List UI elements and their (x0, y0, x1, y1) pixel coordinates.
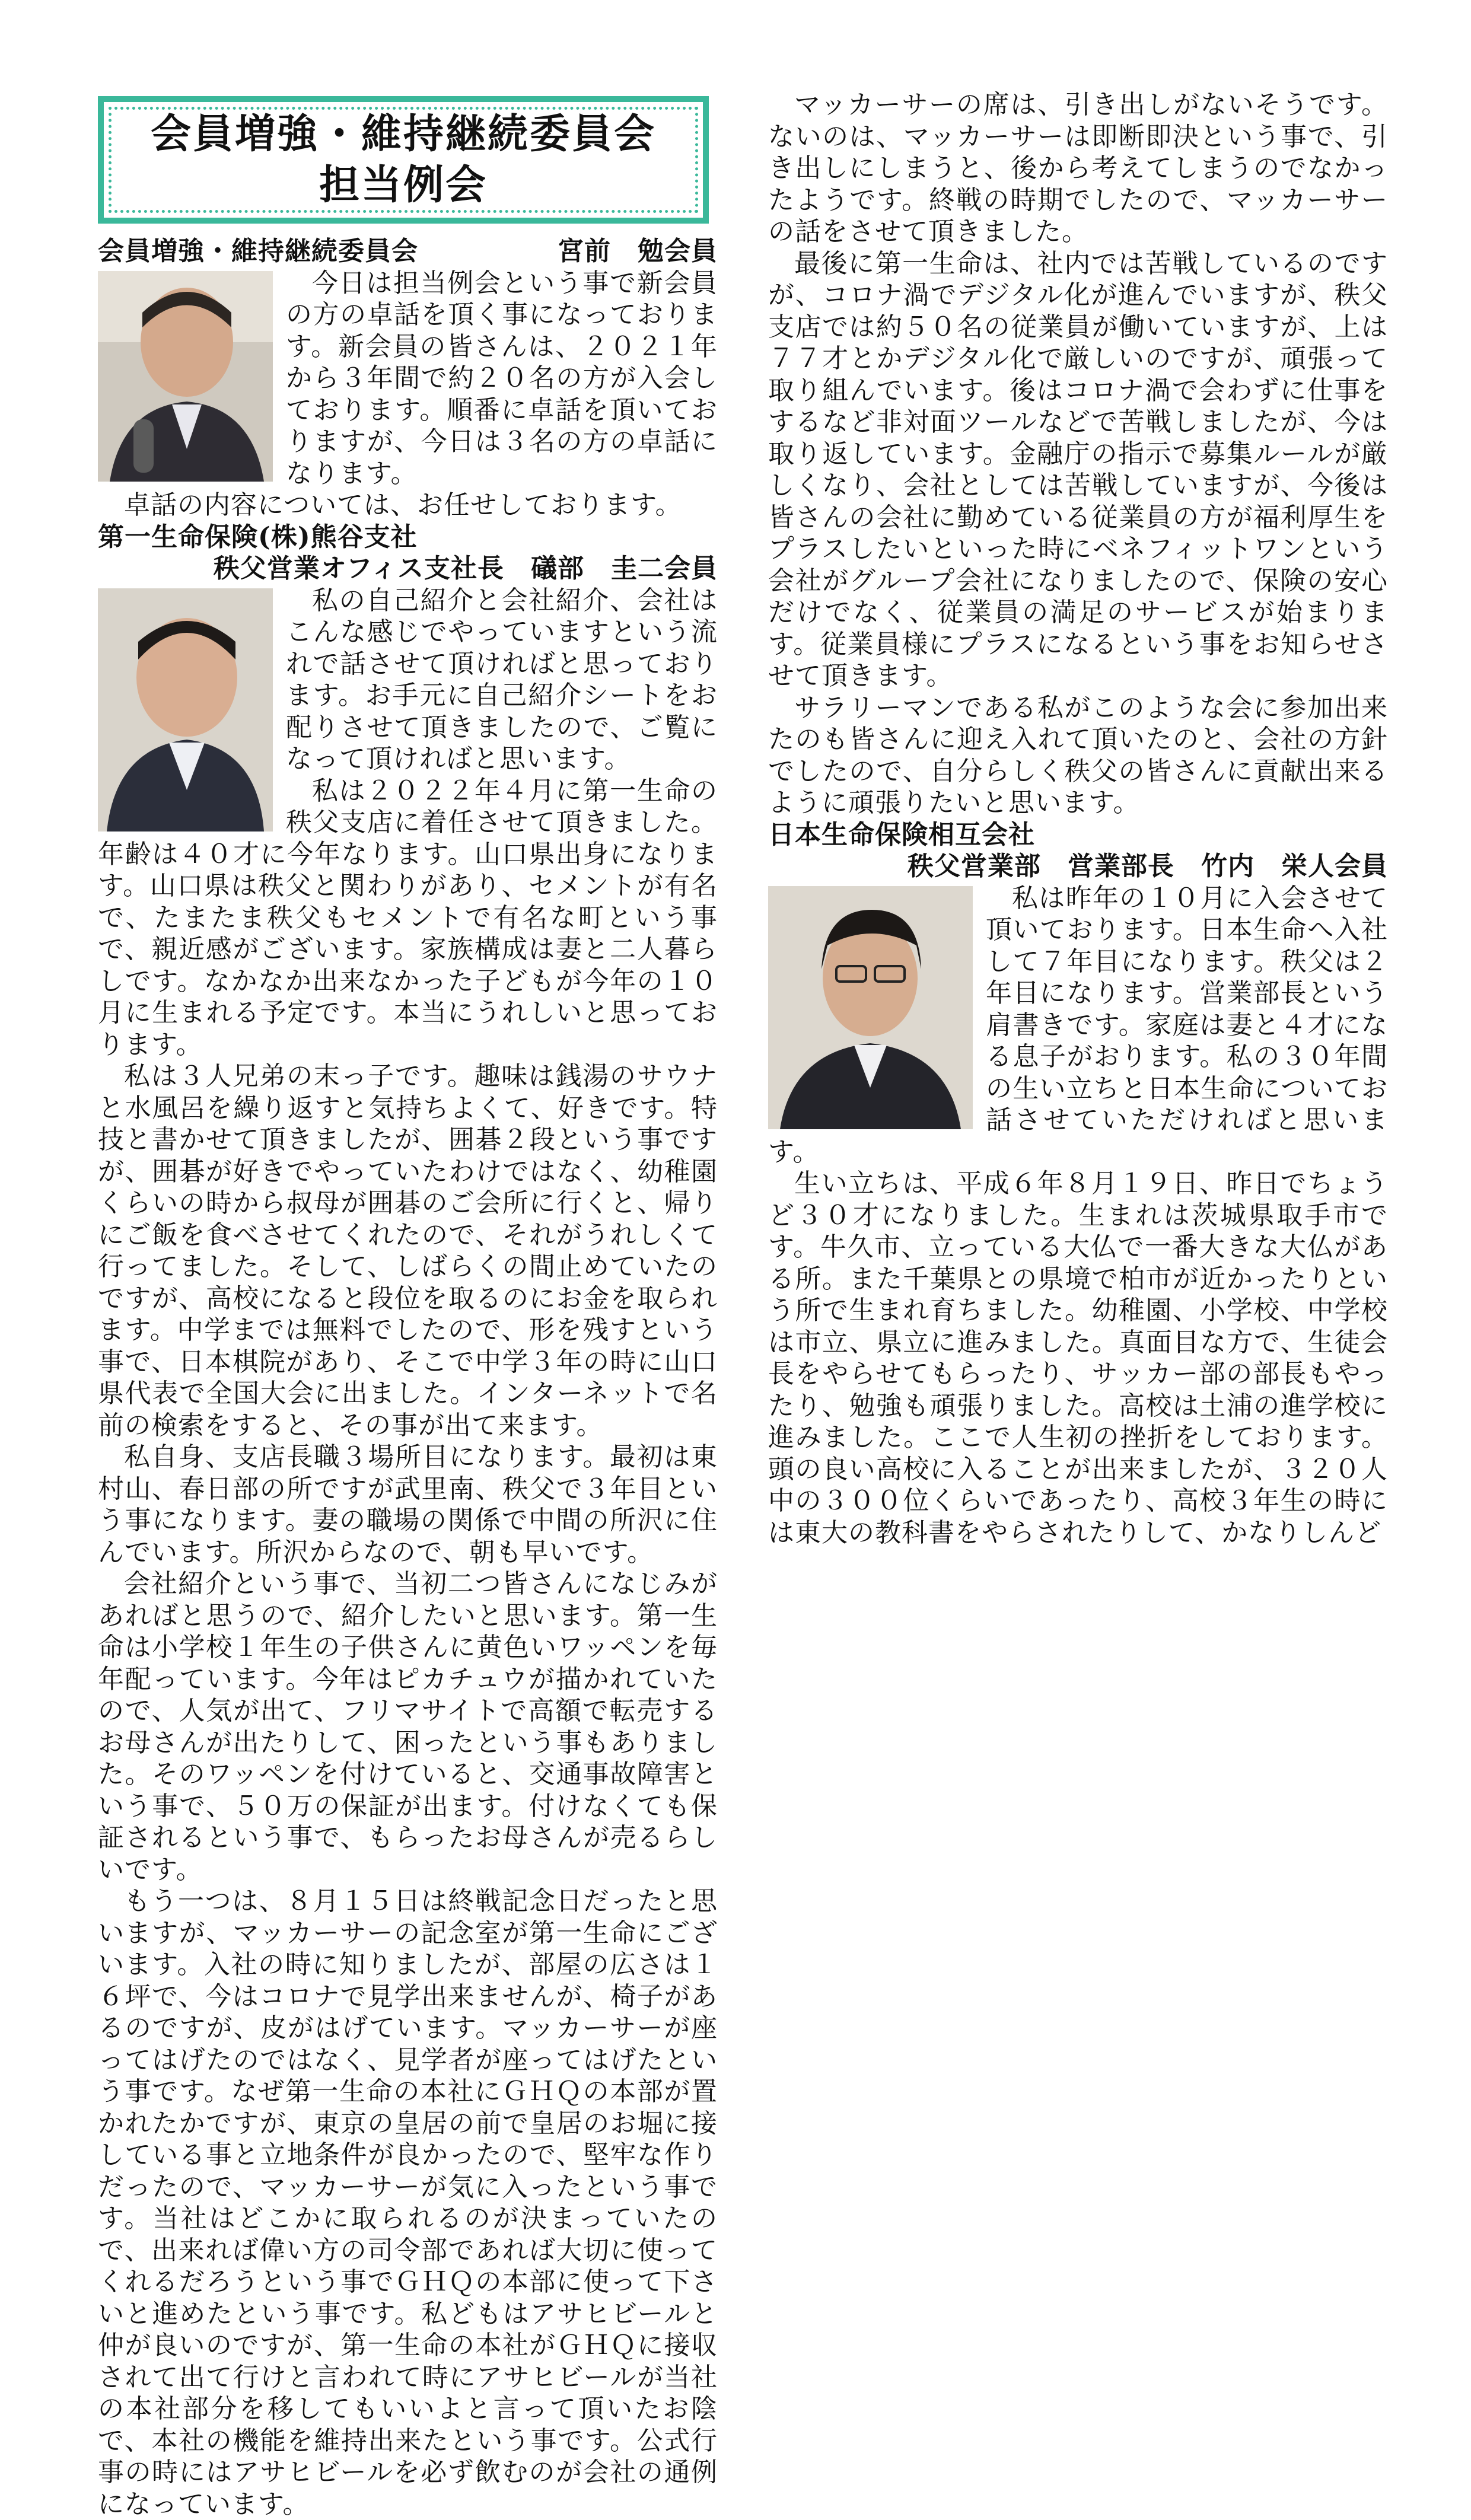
right-column (768, 89, 1388, 2046)
speaker3-org: 日本生命保険相互会社 (768, 819, 1035, 850)
speaker2-paragraph: 会社紹介という事で、当初二つ皆さんになじみがあればと思うので、紹介したいと思います。第一生命は小学校１年生の子供さんに黄色いワッペンを毎年配っています。今年はピカチュウが描かれていたので、人気が出て、フリマサイトで高額で転売するお母さんが出たりして、困ったという事もありました。そのワッペンを付けていると、交通事故障害という事で、５０万の保証が出ます。付けなくても保証されるという事で、もらったお母さんが売るらしいです。 (98, 1569, 718, 1885)
title-inner-border (109, 107, 698, 213)
speaker1-paragraph: 今日は担当例会という事で新会員の方の卓話を頂く事になっております。新会員の皆さんは、２０２１年から３年間で約２０名の方が入会しております。順番に卓話を頂いておりますが、今日は３名の方の卓話になります。 (286, 267, 718, 489)
speaker1-paragraph: 卓話の内容については、お任せしております。 (124, 490, 682, 520)
speaker2-paragraph: マッカーサーの席は、引き出しがないそうです。ないのは、マッカーサーは即断即決という事で、引き出しにしまうと、後から考えてしまうのでなかったようです。終戦の時期でしたので、マッカーサーの話をさせて頂きました。 (768, 90, 1388, 247)
title-box (98, 96, 709, 224)
speaker2-org: 第一生命保険(株)熊谷支社 (98, 521, 418, 552)
speaker2-paragraph: 私は３人兄弟の末っ子です。趣味は銭湯のサウナと水風呂を繰り返すと気持ちよくて、好きです。特技と書かせて頂きましたが、囲碁２段という事ですが、囲碁が好きでやっていたわけではなく、幼稚園くらいの時から叔母が囲碁のご会所に行くと、帰りにご飯を食べさせてくれたので、それがうれしくて行ってました。そして、しばらくの間止めていたのですが、高校になると段位を取るのにお金を取られます。中学までは無料でしたので、形を残すという事で、日本棋院があり、そこで中学３年の時に山口県代表で全国大会に出ました。インターネットで名前の検索をすると、その事が出て来ます。 (98, 1061, 718, 1441)
speaker3-title-name: 秩父営業部 営業部長 竹内 栄人会員 (908, 851, 1388, 881)
speaker1-name: 宮前 勉会員 (558, 236, 718, 266)
speaker2-paragraph: もう一つは、８月１５日は終戦記念日だったと思いますが、マッカーサーの記念室が第一生命にございます。入社の時に知りましたが、部屋の広さは１６坪で、今はコロナで見学出来ませんが、椅子があるのですが、皮がはげています。マッカーサーが座ってはげたのではなく、見学者が座ってはげたという事です。なぜ第一生命の本社にＧＨＱの本部が置かれたかですが、東京の皇居の前で皇居のお堀に接している事と立地条件が良かったので、堅牢な作りだったので、マッカーサーが気に入ったという事です。当社はどこかに取られるのが決まっていたので、出来れば偉い方の司令部であれば大切に使ってくれるだろうという事でＧＨＱの本部に使って下さいと進めたという事です。私どもはアサヒビールと仲が良いのですが、第一生命の本社がＧＨＱに接収されて出て行けと言われて時にアサヒビールが当社の本社部分を移してもいいよと言って頂いたお陰で、本社の機能を維持出来たという事です。公式行事の時にはアサヒビールを必ず飲むのが会社の通例になっています。 (98, 1886, 718, 2519)
left-column (98, 89, 718, 2519)
speaker3-paragraph: 私は昨年の１０月に入会させて頂いております。日本生命へ入社して７年目になります。秩父は２年目になります。営業部長という肩書きです。家庭は妻と４才になる息子がおります。私の３０年間の生い立ちと日本生命についてお話させていただければと思います。 (768, 883, 1388, 1167)
speaker1-heading (98, 235, 718, 267)
speaker2-paragraph: 私は２０２２年４月に第一生命の秩父支店に着任させて頂きました。年齢は４０才に今年なります。山口県出身になります。山口県は秩父と関わりがあり、セメントが有名で、たまたま秩父もセメントで有名な町という事で、親近感がございます。家族構成は妻と二人暮らしです。なかなか出来なかった子どもが今年の１０月に生まれる予定です。本当にうれしいと思っております。 (98, 775, 718, 1060)
speaker2-paragraph: 最後に第一生命は、社内では苦戦しているのですが、コロナ渦でデジタル化が進んでいますが、秩父支店では約５０名の従業員が働いていますが、上は７７才とかデジタル化で厳しいのですが、頑張って取り組んでいます。後はコロナ渦で会わずに仕事をするなど非対面ツールなどで苦戦しましたが、今は取り返しています。金融庁の指示で募集ルールが厳しくなり、会社としては苦戦していますが、今後は皆さんの会社に勤めている従業員の方が福利厚生をプラスしたいといった時にベネフィットワンという会社がグループ会社になりましたので、保険の安心だけでなく、従業員の満足のサービスが始まります。従業員様にプラスになるという事をお知らせさせて頂きます。 (768, 248, 1388, 691)
speaker2-paragraph: 私自身、支店長職３場所目になります。最初は東村山、春日部の所ですが武里南、秩父で３年目という事になります。妻の職場の関係で中間の所沢に住んでいます。所沢からなので、朝も早いです。 (98, 1442, 718, 1568)
page-title-line2: 担当例会 (319, 161, 488, 209)
speaker1-photo (98, 271, 273, 482)
speaker2-title-name: 秩父営業オフィス支社長 礒部 圭二会員 (213, 553, 718, 584)
speaker1-committee: 会員増強・維持継続委員会 (98, 236, 418, 266)
page-title-line1: 会員増強・維持継続委員会 (150, 110, 656, 158)
speaker3-paragraph: 生い立ちは、平成６年８月１９日、昨日でちょうど３０才になりました。生まれは茨城県取手市です。牛久市、立っている大仏で一番大きな大仏がある所。また千葉県との県境で柏市が近かったりという所で生まれ育ちました。幼稚園、小学校、中学校は市立、県立に進みました。真面目な方で、生徒会長をやらせてもらったり、サッカー部の部長もやったり、勉強も頑張りました。高校は土浦の進学校に進みました。ここで人生初の挫折をしております。頭の良い高校に入ることが出来ましたが、３２０人中の３００位くらいであったり、高校３年生の時には東大の教科書をやらされたりして、かなりしんど (768, 1168, 1388, 1548)
speaker3-photo (768, 886, 973, 1129)
speaker2-paragraph: 私の自己紹介と会社紹介、会社はこんな感じでやっていますという流れで話させて頂ければと思っております。お手元に自己紹介シートをお配りさせて頂きましたので、ご覧になって頂ければと思います。 (286, 585, 718, 774)
speaker2-photo (98, 588, 273, 831)
speaker2-paragraph: サラリーマンである私がこのような会に参加出来たのも皆さんに迎え入れて頂いたのと、会社の方針でしたので、自分らしく秩父の皆さんに貢献出来るように頑張りたいと思います。 (768, 692, 1388, 818)
